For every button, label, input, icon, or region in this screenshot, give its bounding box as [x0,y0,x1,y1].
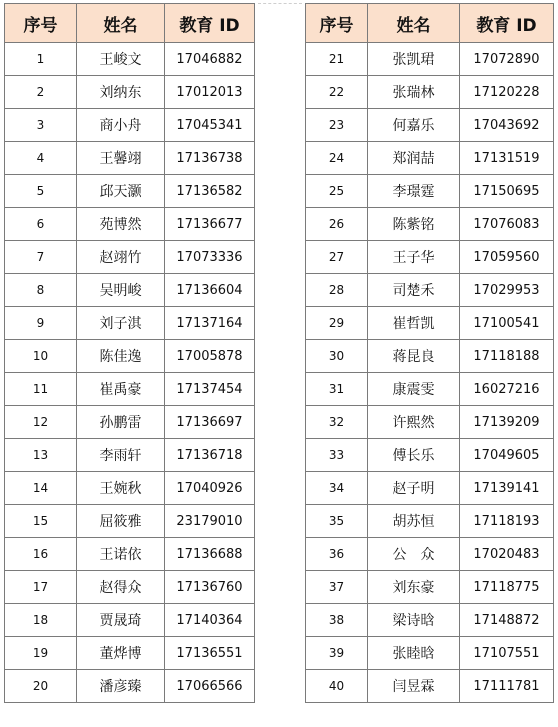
table-row [5,670,255,703]
student-name-cell: 李璟霆 [368,175,460,208]
row-number-cell: 23 [306,109,368,142]
student-name-cell: 张睦晗 [368,637,460,670]
education-id-cell: 17136760 [165,571,255,604]
row-number-cell: 28 [306,274,368,307]
education-id-cell: 17066566 [165,670,255,703]
education-id-cell: 17120228 [460,76,554,109]
row-number-cell: 31 [306,373,368,406]
education-id-cell: 17140364 [165,604,255,637]
table-row [306,637,554,670]
row-number-cell: 34 [306,472,368,505]
row-number-cell: 3 [5,109,77,142]
table-row [306,472,554,505]
row-number-cell: 12 [5,406,77,439]
row-number-cell: 14 [5,472,77,505]
table-header-row [306,4,554,43]
student-name-cell: 潘彦臻 [77,670,165,703]
table-row [5,538,255,571]
student-name-cell: 王馨翊 [77,142,165,175]
row-number-cell: 2 [5,76,77,109]
education-id-cell: 17136697 [165,406,255,439]
row-number-cell: 7 [5,241,77,274]
row-number-cell: 26 [306,208,368,241]
education-id-cell: 17073336 [165,241,255,274]
table-gap [258,3,302,719]
header-id: 教育 ID [460,4,554,43]
education-id-cell: 17118188 [460,340,554,373]
row-number-cell: 16 [5,538,77,571]
student-name-cell: 李雨轩 [77,439,165,472]
row-number-cell: 29 [306,307,368,340]
education-id-cell: 17100541 [460,307,554,340]
student-name-cell: 崔哲凯 [368,307,460,340]
table-row [5,43,255,76]
student-name-cell: 贾晟琦 [77,604,165,637]
table-row [306,505,554,538]
education-id-cell: 17150695 [460,175,554,208]
student-name-cell: 吴明峻 [77,274,165,307]
student-name-cell: 刘纳东 [77,76,165,109]
student-name-cell: 王峻文 [77,43,165,76]
student-name-cell: 赵得众 [77,571,165,604]
education-id-cell: 17005878 [165,340,255,373]
table-row [306,175,554,208]
table-row [5,307,255,340]
table-row [306,76,554,109]
table-row [5,175,255,208]
student-name-cell: 许熙然 [368,406,460,439]
table-row [306,208,554,241]
row-number-cell: 24 [306,142,368,175]
table-row [306,307,554,340]
education-id-cell: 17029953 [460,274,554,307]
row-number-cell: 13 [5,439,77,472]
row-number-cell: 22 [306,76,368,109]
row-number-cell: 10 [5,340,77,373]
row-number-cell: 39 [306,637,368,670]
student-table-right [305,3,554,703]
student-name-cell: 何嘉乐 [368,109,460,142]
student-name-cell: 蒋昆良 [368,340,460,373]
education-id-cell: 23179010 [165,505,255,538]
student-name-cell: 赵翊竹 [77,241,165,274]
education-id-cell: 17137454 [165,373,255,406]
table-row [5,406,255,439]
education-id-cell: 17072890 [460,43,554,76]
table-row [306,439,554,472]
student-name-cell: 赵子明 [368,472,460,505]
row-number-cell: 5 [5,175,77,208]
student-name-cell: 傅长乐 [368,439,460,472]
table-row [5,274,255,307]
row-number-cell: 17 [5,571,77,604]
education-id-cell: 17045341 [165,109,255,142]
table-row [5,142,255,175]
row-number-cell: 20 [5,670,77,703]
table-row [5,241,255,274]
education-id-cell: 17136738 [165,142,255,175]
education-id-cell: 17046882 [165,43,255,76]
table-row [306,373,554,406]
student-name-cell: 陈紫铭 [368,208,460,241]
student-name-cell: 陈佳逸 [77,340,165,373]
education-id-cell: 17136718 [165,439,255,472]
row-number-cell: 9 [5,307,77,340]
student-name-cell: 邱天灏 [77,175,165,208]
table-row [5,340,255,373]
education-id-cell: 17076083 [460,208,554,241]
row-number-cell: 11 [5,373,77,406]
table-row [5,505,255,538]
row-number-cell: 25 [306,175,368,208]
table-row [306,109,554,142]
student-name-cell: 崔禹豪 [77,373,165,406]
education-id-cell: 17111781 [460,670,554,703]
student-name-cell: 胡苏恒 [368,505,460,538]
education-id-cell: 17137164 [165,307,255,340]
education-id-cell: 17136688 [165,538,255,571]
row-number-cell: 36 [306,538,368,571]
education-id-cell: 17139209 [460,406,554,439]
header-name: 姓名 [368,4,460,43]
row-number-cell: 40 [306,670,368,703]
education-id-cell: 17118775 [460,571,554,604]
education-id-cell: 17049605 [460,439,554,472]
row-number-cell: 33 [306,439,368,472]
row-number-cell: 6 [5,208,77,241]
student-name-cell: 司楚禾 [368,274,460,307]
header-no: 序号 [306,4,368,43]
education-id-cell: 17131519 [460,142,554,175]
header-no: 序号 [5,4,77,43]
table-row [5,604,255,637]
table-row [5,571,255,604]
student-name-cell: 商小舟 [77,109,165,142]
education-id-cell: 17043692 [460,109,554,142]
header-id: 教育 ID [165,4,255,43]
row-number-cell: 8 [5,274,77,307]
table-row [306,43,554,76]
table-row [5,109,255,142]
student-table-left [4,3,255,703]
row-number-cell: 35 [306,505,368,538]
student-name-cell: 刘子淇 [77,307,165,340]
student-name-cell: 康震雯 [368,373,460,406]
table-row [306,340,554,373]
row-number-cell: 30 [306,340,368,373]
student-name-cell: 苑博然 [77,208,165,241]
education-id-cell: 17012013 [165,76,255,109]
table-row [306,406,554,439]
student-name-cell: 张瑞林 [368,76,460,109]
education-id-cell: 16027216 [460,373,554,406]
table-row [5,76,255,109]
row-number-cell: 37 [306,571,368,604]
student-name-cell: 公 众 [368,538,460,571]
table-row [5,472,255,505]
student-name-cell: 王婉秋 [77,472,165,505]
student-name-cell: 梁诗晗 [368,604,460,637]
table-row [306,241,554,274]
table-row [306,274,554,307]
education-id-cell: 17020483 [460,538,554,571]
student-name-cell: 屈筱雅 [77,505,165,538]
row-number-cell: 15 [5,505,77,538]
table-row [306,670,554,703]
student-name-cell: 刘东豪 [368,571,460,604]
header-name: 姓名 [77,4,165,43]
table-row [306,571,554,604]
row-number-cell: 27 [306,241,368,274]
student-name-cell: 郑润喆 [368,142,460,175]
education-id-cell: 17118193 [460,505,554,538]
table-row [5,208,255,241]
table-row [5,637,255,670]
student-name-cell: 张凯珺 [368,43,460,76]
education-id-cell: 17059560 [460,241,554,274]
row-number-cell: 38 [306,604,368,637]
education-id-cell: 17107551 [460,637,554,670]
student-name-cell: 董烨博 [77,637,165,670]
row-number-cell: 1 [5,43,77,76]
education-id-cell: 17139141 [460,472,554,505]
student-name-cell: 王诺依 [77,538,165,571]
table-header-row [5,4,255,43]
education-id-cell: 17136582 [165,175,255,208]
education-id-cell: 17136677 [165,208,255,241]
row-number-cell: 18 [5,604,77,637]
table-row [5,373,255,406]
education-id-cell: 17148872 [460,604,554,637]
student-name-cell: 闫昱霖 [368,670,460,703]
student-name-cell: 孙鹏雷 [77,406,165,439]
student-name-cell: 王子华 [368,241,460,274]
education-id-cell: 17136604 [165,274,255,307]
row-number-cell: 21 [306,43,368,76]
education-id-cell: 17040926 [165,472,255,505]
row-number-cell: 4 [5,142,77,175]
table-row [306,142,554,175]
table-row [306,604,554,637]
education-id-cell: 17136551 [165,637,255,670]
table-row [5,439,255,472]
row-number-cell: 32 [306,406,368,439]
table-row [306,538,554,571]
row-number-cell: 19 [5,637,77,670]
